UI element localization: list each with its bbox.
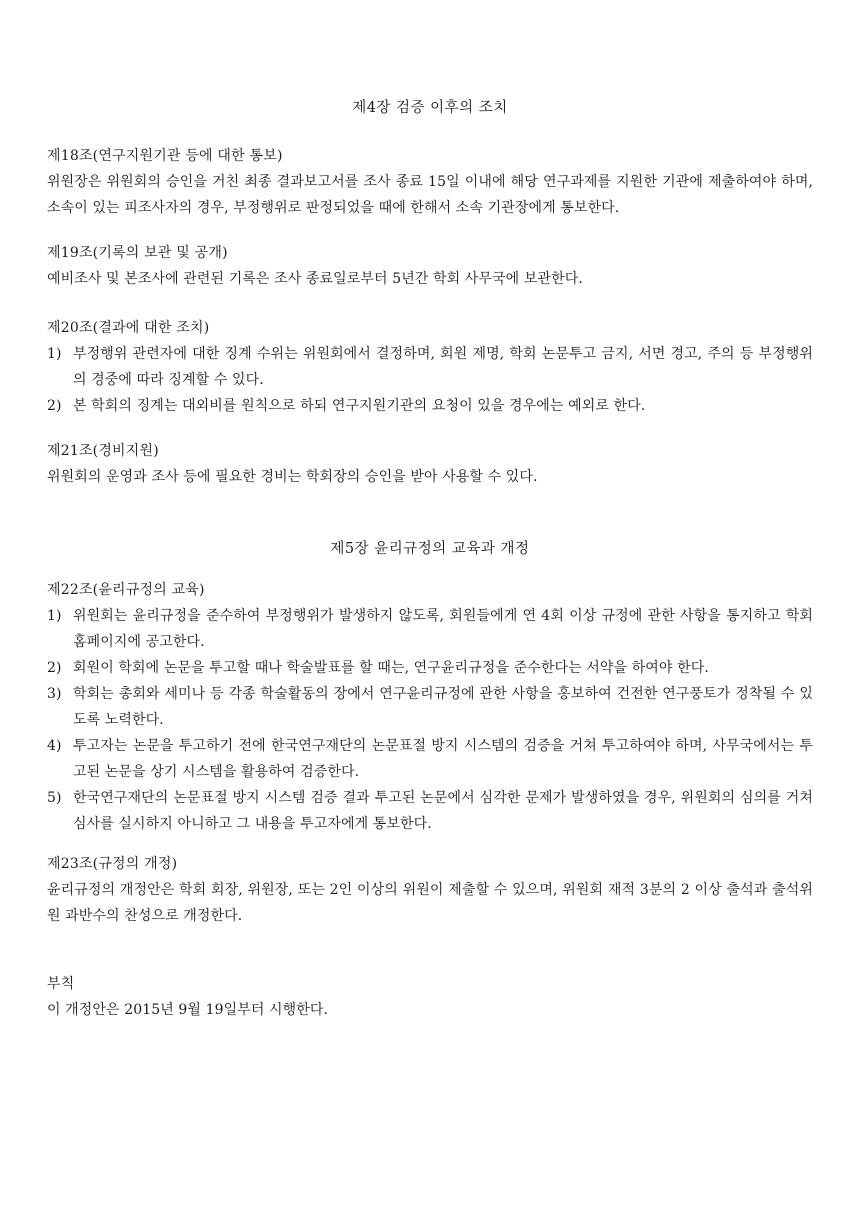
- list-item-number: 2): [47, 398, 62, 414]
- article-22: [47, 577, 813, 837]
- article-20-title: 제20조(결과에 대한 조치): [47, 320, 210, 336]
- list-item-number: 1): [47, 608, 62, 624]
- list-item-text: 한국연구재단의 논문표절 방지 시스템 검증 결과 투고된 논문에서 심각한 문제가 발생하였을 경우, 위원회의 심의를 거쳐 심사를 실시하지 아니하고 그 내용을 투고자에게 통보한다.: [73, 790, 813, 832]
- list-item: [47, 603, 813, 655]
- list-item-number: 5): [47, 790, 62, 806]
- list-item: [47, 733, 813, 785]
- chapter-4-title: 제4장 검증 이후의 조치: [352, 100, 508, 116]
- list-item: [47, 341, 813, 393]
- article-21-body: 위원회의 운영과 조사 등에 필요한 경비는 학회장의 승인을 받아 사용할 수 있다.: [47, 469, 538, 485]
- list-item-number: 3): [47, 686, 62, 702]
- list-item-text: 위원회는 윤리규정을 준수하여 부정행위가 발생하지 않도록, 회원들에게 연 4회 이상 규정에 관한 사항을 통지하고 학회 홈페이지에 공고한다.: [73, 608, 813, 650]
- list-item-text: 회원이 학회에 논문을 투고할 때나 학술발표를 할 때는, 연구윤리규정을 준수한다는 서약을 하여야 한다.: [73, 660, 709, 676]
- article-18: [47, 143, 813, 221]
- list-item-number: 2): [47, 660, 62, 676]
- list-item-number: 4): [47, 738, 62, 754]
- addendum-title: 부칙: [47, 976, 75, 992]
- list-item-text: 투고자는 논문을 투고하기 전에 한국연구재단의 논문표절 방지 시스템의 검증을 거쳐 투고하여야 하며, 사무국에서는 투고된 논문을 상기 시스템을 활용하여 검증한다.: [73, 738, 813, 780]
- list-item-text: 학회는 총회와 세미나 등 각종 학술활동의 장에서 연구윤리규정에 관한 사항을 홍보하여 건전한 연구풍토가 정착될 수 있도록 노력한다.: [73, 686, 813, 728]
- article-23-body: 윤리규정의 개정안은 학회 회장, 위원장, 또는 2인 이상의 위원이 제출할 수 있으며, 위원회 재적 3분의 2 이상 출석과 출석위원 과반수의 찬성으로 개정한다.: [47, 882, 813, 924]
- addendum-body: 이 개정안은 2015년 9월 19일부터 시행한다.: [47, 1002, 329, 1018]
- list-item: [47, 655, 813, 681]
- list-item: [47, 681, 813, 733]
- article-19-body: 예비조사 및 본조사에 관련된 기록은 조사 종료일로부터 5년간 학회 사무국에 보관한다.: [47, 271, 583, 287]
- list-item-text: 본 학회의 징계는 대외비를 원칙으로 하되 연구지원기관의 요청이 있을 경우에는 예외로 한다.: [73, 398, 646, 414]
- list-item: [47, 393, 813, 419]
- list-item-number: 1): [47, 346, 62, 362]
- article-22-list: [47, 603, 813, 837]
- article-23-title: 제23조(규정의 개정): [47, 856, 178, 872]
- article-18-body: 위원장은 위원회의 승인을 거친 최종 결과보고서를 조사 종료 15일 이내에 해당 연구과제를 지원한 기관에 제출하여야 하며, 소속이 있는 피조사자의 경우, 부정행위로 판정되었을 때에 한해서 소속 기관장에게 통보한다.: [47, 174, 813, 216]
- article-21-title: 제21조(경비지원): [47, 443, 159, 459]
- article-22-title: 제22조(윤리규정의 교육): [47, 582, 205, 598]
- article-18-title: 제18조(연구지원기관 등에 대한 통보): [47, 148, 283, 164]
- article-21: [47, 438, 813, 490]
- article-19-title: 제19조(기록의 보관 및 공개): [47, 245, 228, 261]
- list-item: [47, 785, 813, 837]
- article-20: [47, 315, 813, 419]
- article-20-list: [47, 341, 813, 419]
- addendum: [47, 971, 813, 1023]
- article-23: [47, 851, 813, 929]
- chapter-5-title: 제5장 윤리규정의 교육과 개정: [330, 541, 530, 557]
- article-19: [47, 240, 813, 292]
- list-item-text: 부정행위 관련자에 대한 징계 수위는 위원회에서 결정하며, 회원 제명, 학회 논문투고 금지, 서면 경고, 주의 등 부정행위의 경중에 따라 징계할 수 있다.: [73, 346, 813, 388]
